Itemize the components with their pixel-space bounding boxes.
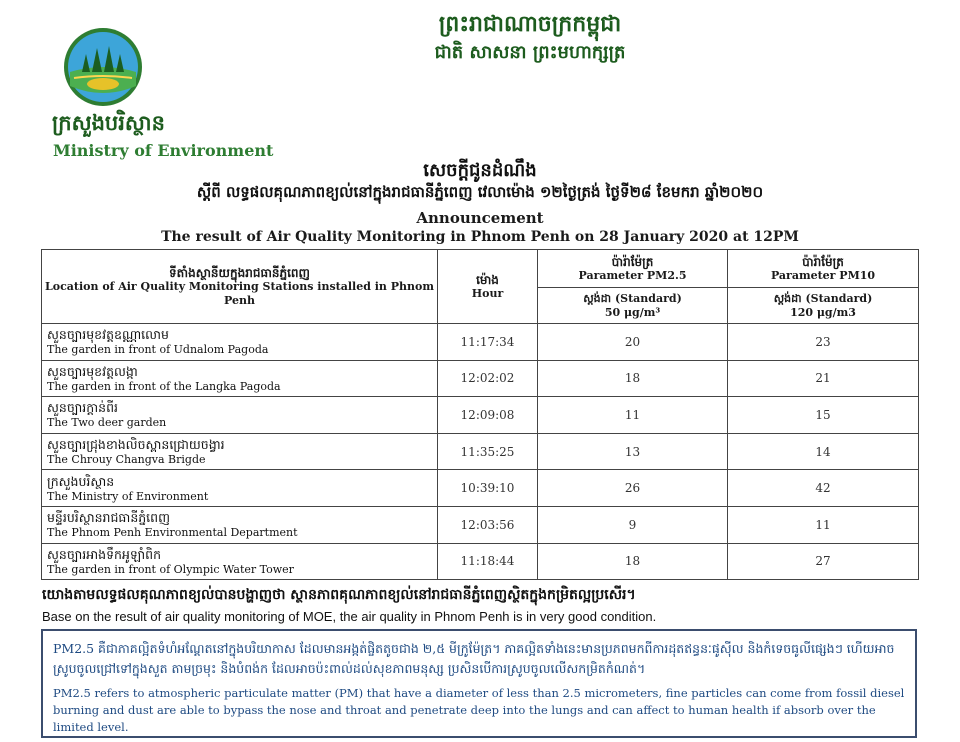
table-row xyxy=(42,433,919,470)
location-cell xyxy=(42,433,438,470)
pm10-standard-value: 120 μg/m3 xyxy=(790,305,856,319)
ministry-name-khmer: ក្រសួងបរិស្ថាន xyxy=(52,110,165,135)
pm10-standard-cell xyxy=(728,288,919,324)
location-name-english: The Two deer garden xyxy=(47,416,167,430)
pm10-value-cell: 14 xyxy=(728,433,919,470)
location-name-english: The garden in front of Udnalom Pagoda xyxy=(47,343,269,357)
location-name-english: The Phnom Penh Environmental Department xyxy=(47,526,298,540)
pm25-value-cell: 20 xyxy=(538,324,728,361)
hour-column-header xyxy=(438,250,538,324)
pm25-value-cell: 18 xyxy=(538,360,728,397)
pm25-standard-cell xyxy=(538,288,728,324)
location-header-english: Location of Air Quality Monitoring Stations installed in Phnom Penh xyxy=(45,279,434,307)
pm10-value-cell: 21 xyxy=(728,360,919,397)
pm25-note-english: PM2.5 refers to atmospheric particulate matter (PM) that have a diameter of less than 2.5 micrometers, fine particles can come from fossil diesel burning and dust are able to bypass the nose and throat and penetrate deep into the lungs and can affect to human health if absorb over the limited level. xyxy=(53,686,905,734)
hour-cell: 12:09:08 xyxy=(438,397,538,434)
pm10-header-english: Parameter PM10 xyxy=(770,268,876,282)
pm10-standard-label: ស្តង់ដា (Standard) xyxy=(773,291,873,305)
announcement-subject-khmer: ស្ដីពី លទ្ធផលគុណភាពខ្យល់នៅក្នុងរាជធានីភ្នំពេញ វេលាម៉ោង ១២ថ្ងៃត្រង់ ថ្ងៃទី២៨ ខែមករា ឆ្នាំ២០២០ xyxy=(196,183,764,201)
table-row xyxy=(42,506,919,543)
pm25-note-box xyxy=(41,629,917,738)
location-name-khmer: ក្រសួងបរិស្ថាន xyxy=(47,473,115,489)
announcement-subject-english: The result of Air Quality Monitoring in Phnom Penh on 28 January 2020 at 12PM xyxy=(161,229,799,245)
location-name-khmer: សួនច្បារមុខវត្តលង្កា xyxy=(47,363,138,379)
pm10-value-cell: 11 xyxy=(728,506,919,543)
kingdom-title: ព្រះរាជាណាចក្រកម្ពុជា xyxy=(438,11,622,37)
location-name-english: The garden in front of Olympic Water Tower xyxy=(47,562,294,576)
hour-cell: 11:17:34 xyxy=(438,324,538,361)
hour-cell: 11:18:44 xyxy=(438,543,538,580)
kingdom-motto: ជាតិ សាសនា ព្រះមហាក្សត្រ xyxy=(434,42,626,63)
location-cell xyxy=(42,397,438,434)
location-name-khmer: សួនច្បារអាងទឹកអូឡាំពិក xyxy=(47,546,162,562)
pm10-value-cell: 27 xyxy=(728,543,919,580)
conclusion-khmer: យោងតាមលទ្ធផលគុណភាពខ្យល់បានបង្ហាញថា ស្ថានភាពគុណភាពខ្យល់នៅរាជធានីភ្នំពេញស្ថិតក្នុងកម្រិតល្អប្រសើរ។ xyxy=(42,587,636,603)
table-row xyxy=(42,397,919,434)
table-row xyxy=(42,360,919,397)
pm25-header-english: Parameter PM2.5 xyxy=(578,268,687,282)
table-row xyxy=(42,324,919,361)
pm10-column-header xyxy=(728,250,919,288)
location-name-english: The Chrouy Changva Brigde xyxy=(47,453,206,467)
pm10-value-cell: 23 xyxy=(728,324,919,361)
pm10-value-cell: 15 xyxy=(728,397,919,434)
announcement-title-english: Announcement xyxy=(416,209,544,227)
hour-cell: 12:03:56 xyxy=(438,506,538,543)
hour-header-khmer: ម៉ោង xyxy=(476,272,499,287)
pm25-value-cell: 11 xyxy=(538,397,728,434)
pm25-value-cell: 9 xyxy=(538,506,728,543)
location-name-english: The Ministry of Environment xyxy=(47,489,209,503)
location-cell xyxy=(42,470,438,507)
location-name-khmer: សួនច្បារក្តាន់ពីរ xyxy=(47,400,118,416)
air-quality-table xyxy=(41,249,919,580)
hour-header-english: Hour xyxy=(471,286,504,300)
location-cell xyxy=(42,360,438,397)
conclusion-english: Base on the result of air quality monitoring of MOE, the air quality in Phnom Penh is in very good condition. xyxy=(42,609,657,624)
location-name-english: The garden in front of the Langka Pagoda xyxy=(47,379,281,393)
location-cell xyxy=(42,324,438,361)
location-column-header xyxy=(42,250,438,324)
hour-cell: 12:02:02 xyxy=(438,360,538,397)
location-cell xyxy=(42,543,438,580)
ministry-of-environment-seal-icon xyxy=(62,26,144,108)
pm25-value-cell: 13 xyxy=(538,433,728,470)
pm10-header-khmer: ប៉ារ៉ាម៉ែត្រ xyxy=(802,254,844,269)
pm10-value-cell: 42 xyxy=(728,470,919,507)
location-header-khmer: ទីតាំងស្ថានីយក្នុងរាជធានីភ្នំពេញ xyxy=(169,265,310,280)
pm25-value-cell: 26 xyxy=(538,470,728,507)
pm25-header-khmer: ប៉ារ៉ាម៉ែត្រ xyxy=(611,254,654,269)
pm25-column-header xyxy=(538,250,728,288)
hour-cell: 11:35:25 xyxy=(438,433,538,470)
pm25-note-khmer: PM2.5 គឺជាភាគល្អិតទំហំអណ្តែតនៅក្នុងបរិយាកាស ដែលមានអង្កត់ផ្ចិតតូចជាង ២,៥ មីក្រូម៉ែត្រ។ ភាគល្អិតទាំងនេះមានប្រភពមកពីការដុតឥន្ធនៈផូស៊ីល និងកំទេចធូលីផ្សេងៗ ហើយអាចស្រូបចូលជ្រៅទៅក្នុងសួត តាមច្រមុះ និងបំពង់ក ដែលអាចប៉ះពាល់ដល់សុខភាពមនុស្ស ប្រសិនបើការស្រូបចូលលើសកម្រិតកំណត់។ xyxy=(53,641,895,676)
location-cell xyxy=(42,506,438,543)
location-name-khmer: មន្ទីរបរិស្ថានរាជធានីភ្នំពេញ xyxy=(47,510,170,526)
pm25-value-cell: 18 xyxy=(538,543,728,580)
hour-cell: 10:39:10 xyxy=(438,470,538,507)
location-name-khmer: សួនច្បារជ្រុងខាងលិចស្ពានជ្រោយចង្វារ xyxy=(47,437,225,453)
pm25-standard-value: 50 μg/m³ xyxy=(604,305,661,319)
location-name-khmer: សួនច្បារមុខវត្តឧណ្ណាលោម xyxy=(47,327,169,343)
table-row xyxy=(42,470,919,507)
table-row xyxy=(42,543,919,580)
ministry-name-english: Ministry of Environment xyxy=(53,141,274,160)
announcement-title-khmer: សេចក្ដីជូនដំណឹង xyxy=(423,160,537,181)
pm25-standard-label: ស្តង់ដា (Standard) xyxy=(583,291,682,305)
